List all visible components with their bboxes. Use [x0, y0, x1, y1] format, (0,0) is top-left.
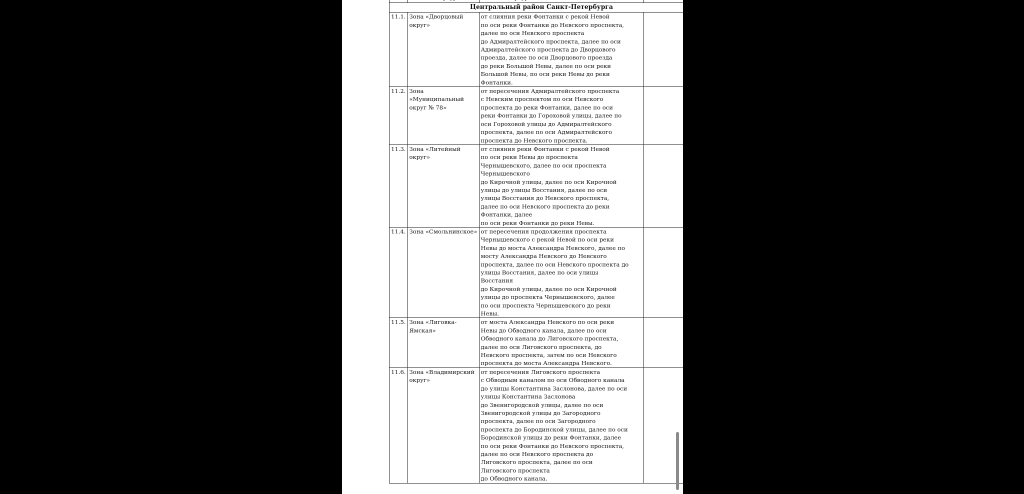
zone-number: 11.4.	[389, 227, 407, 318]
boundary-line: улицы Константина Заслонова	[480, 393, 576, 401]
zone-boundary-description	[479, 145, 643, 228]
boundary-line: Невы до моста Александра Невского, далее по	[480, 244, 625, 252]
zone-number: 11.5.	[389, 318, 407, 368]
viewer-background-right	[683, 0, 1024, 494]
zone-name-line: округ»	[409, 153, 431, 161]
boundary-line: до Адмиралтейского проспекта, далее по оси	[480, 37, 621, 45]
boundary-line: до Звенигородской улицы, далее по оси	[480, 401, 604, 409]
boundary-line: Большой Невы, по оси реки Невы до реки	[480, 70, 610, 78]
zone-number: 11.1.	[389, 12, 407, 86]
zone-boundary-description	[479, 318, 643, 368]
boundary-line: проспекта до реки Фонтанки, далее по оси	[480, 103, 613, 111]
boundary-line: Звенигородской улицы до Загородного	[480, 409, 601, 417]
zone-name	[408, 12, 480, 86]
zone-number: 11.3.	[389, 145, 407, 228]
zone-name	[408, 145, 480, 228]
boundary-line: от моста Александра Невского по оси реки	[480, 318, 615, 326]
boundary-line: проспекта, далее по оси Загородного	[480, 417, 596, 425]
zones-table	[389, 0, 694, 483]
boundary-line: Лиговского проспекта	[480, 466, 550, 474]
zone-name-line: Зона «Смольнинское»	[409, 227, 478, 235]
boundary-line: Чернышевского с рекой Невой по оси реки	[480, 236, 614, 244]
boundary-line: далее по оси Невского проспекта до реки	[480, 202, 610, 210]
document-page	[342, 0, 683, 494]
scrollbar-thumb[interactable]	[676, 432, 679, 490]
boundary-line: по оси проспекта Чернышевского до реки	[480, 301, 611, 309]
boundary-line: Лиговского проспекта, далее по оси	[480, 458, 593, 466]
zone-name-line: округ»	[409, 21, 431, 29]
boundary-line: от слияния реки Фонтанки с рекой Невой	[480, 13, 610, 21]
table-row	[389, 145, 694, 228]
zone-boundary-description	[479, 227, 643, 318]
zone-name-line: «Муниципальный	[409, 95, 464, 103]
boundary-line: до Обводного канала.	[480, 475, 548, 483]
zone-name-line: Зона «Владимирский	[409, 368, 475, 376]
zone-name	[408, 368, 480, 483]
boundary-line: до Кирочной улицы, далее по оси Кирочной	[480, 285, 617, 293]
zone-name-line: Зона «Дворцовый	[409, 13, 464, 21]
table-row	[389, 87, 694, 145]
table-row	[389, 318, 694, 368]
boundary-line: далее по оси Невского проспекта	[480, 29, 585, 37]
zone-name-line: округ»	[409, 376, 431, 384]
zone-number: 11.2.	[389, 87, 407, 145]
boundary-line: проспекта, далее по оси Невского проспекта до	[480, 260, 629, 268]
zone-boundary-description	[479, 87, 643, 145]
zone-name-line: округ № 78»	[409, 103, 447, 111]
boundary-line: по оси реки Фонтанки до Невского проспекта,	[480, 442, 625, 450]
boundary-line: с Обводным каналом по оси Обводного канала	[480, 376, 625, 384]
boundary-line: Обводного канала до Лиговского проспекта,	[480, 335, 619, 343]
zone-name-line: Зона «Литейный	[409, 145, 461, 153]
boundary-line: по оси реки Невы до проспекта	[480, 153, 578, 161]
table-row	[389, 12, 694, 86]
boundary-line: проспекта до Бородинской улицы, далее по оси	[480, 425, 628, 433]
zone-name	[408, 87, 480, 145]
boundary-line: по оси реки Фонтанки до реки Невы.	[480, 219, 595, 227]
boundary-line: проезда, далее по оси Дворцового проезда	[480, 54, 613, 62]
boundary-line: до реки Большой Невы, далее по оси реки	[480, 62, 612, 70]
boundary-line: до Кирочной улицы, далее по оси Кирочной	[480, 178, 617, 186]
boundary-line: улицы до проспекта Чернышевского, далее	[480, 293, 615, 301]
boundary-line: Адмиралтейского проспекта до Дворцового	[480, 46, 616, 54]
boundary-line: Невы.	[480, 310, 499, 318]
boundary-line: проспекта до моста Александра Невского.	[480, 359, 612, 367]
table-body	[389, 12, 694, 483]
boundary-line: с Невским проспектом по оси Невского	[480, 95, 604, 103]
section-title: Центральный район Санкт-Петербурга	[389, 3, 694, 13]
boundary-line: улицы Восстания до Невского проспекта,	[480, 194, 610, 202]
boundary-line: далее по оси Лиговского проспекта, до	[480, 343, 602, 351]
boundary-line: проспекта, далее по оси Адмиралтейского	[480, 128, 612, 136]
boundary-line: улицы до улицы Восстания, далее по оси	[480, 186, 608, 194]
zone-name-line: Ямская»	[409, 326, 436, 334]
zone-name	[408, 318, 480, 368]
boundary-line: до улицы Константина Заслонова, далее по оси	[480, 384, 628, 392]
boundary-line: от пересечения Адмиралтейского проспекта	[480, 87, 620, 95]
viewer-background-left	[0, 0, 342, 494]
boundary-line: Невы до Обводного канала, далее по оси	[480, 326, 607, 334]
boundary-line: от пересечения Лиговского проспекта	[480, 368, 601, 376]
zone-name-line: Зона	[409, 87, 424, 95]
boundary-line: Чернышевского	[480, 170, 530, 178]
boundary-line: Чернышевского, далее по оси проспекта	[480, 161, 607, 169]
boundary-line: далее по оси Невского проспекта до	[480, 450, 594, 458]
boundary-line: реки Фонтанки до Гороховой улицы, далее по	[480, 112, 622, 120]
boundary-line: по оси реки Фонтанки до Невского проспекта,	[480, 21, 625, 29]
zone-name	[408, 227, 480, 318]
boundary-line: от слияния реки Фонтанки с рекой Невой	[480, 145, 610, 153]
boundary-line: улицы Восстания, далее по оси улицы	[480, 269, 599, 276]
boundary-line: от пересечения продолжения проспекта	[480, 227, 607, 235]
boundary-line: Фонтанки.	[480, 78, 513, 86]
zone-boundary-description	[479, 368, 643, 483]
boundary-line: проспекта до Невского проспекта.	[480, 136, 588, 144]
boundary-line: Фонтанки, далее	[480, 211, 533, 219]
table-row	[389, 227, 694, 318]
boundary-line: Бородинской улицы до реки Фонтанки, далее	[480, 434, 622, 442]
table-row	[389, 368, 694, 483]
zone-number: 11.6.	[389, 368, 407, 483]
boundary-line: Невского проспекта, затем по оси Невского	[480, 351, 617, 359]
zone-boundary-description	[479, 12, 643, 86]
section-header-row	[389, 3, 694, 13]
boundary-line: мосту Александра Невского до Невского	[480, 252, 607, 260]
boundary-line: оси Гороховой улицы до Адмиралтейского	[480, 120, 612, 128]
zone-name-line: Зона «Лиговка-	[409, 318, 457, 326]
boundary-line: Восстания	[480, 277, 514, 285]
